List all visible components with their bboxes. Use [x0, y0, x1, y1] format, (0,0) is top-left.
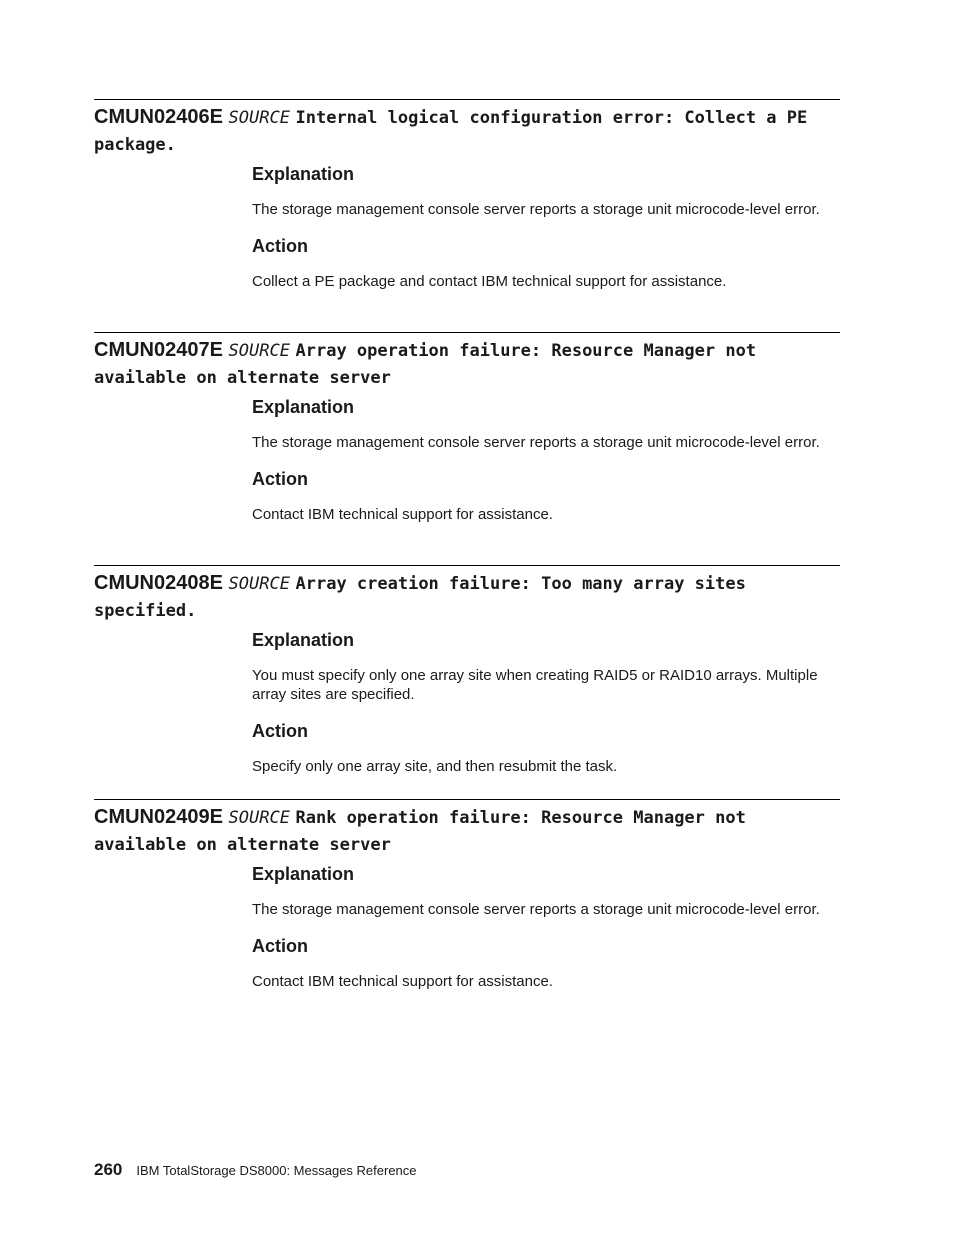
explanation-text: You must specify only one array site when creating RAID5 or RAID10 arrays. Multiple array sites are specified.: [252, 667, 818, 703]
message-text: Internal logical configuration error: Collect a PE package.: [94, 108, 808, 155]
message-body: [252, 162, 822, 291]
explanation-text: The storage management console server reports a storage unit microcode-level error.: [252, 901, 820, 918]
message-title: [94, 800, 840, 858]
message-id: CMUN02409E: [94, 806, 223, 828]
action-text: Contact IBM technical support for assistance.: [252, 506, 553, 523]
message-body: [252, 395, 822, 524]
page-footer: [94, 1160, 417, 1180]
action-heading: Action: [252, 236, 308, 256]
message-body: [252, 628, 822, 776]
message-id: CMUN02408E: [94, 572, 223, 594]
message-cmun02408e: [94, 565, 840, 776]
action-text: Collect a PE package and contact IBM technical support for assistance.: [252, 273, 727, 290]
explanation-heading: Explanation: [252, 164, 355, 184]
page-number: 260: [94, 1160, 123, 1179]
message-id: CMUN02406E: [94, 106, 223, 128]
message-source: SOURCE: [228, 108, 290, 128]
message-text: Array creation failure: Too many array sites specified.: [94, 574, 746, 621]
action-heading: Action: [252, 721, 308, 741]
explanation-heading: Explanation: [252, 397, 355, 417]
message-title: [94, 100, 840, 158]
message-cmun02406e: [94, 99, 840, 291]
explanation-heading: Explanation: [252, 630, 355, 650]
message-id: CMUN02407E: [94, 339, 223, 361]
message-source: SOURCE: [228, 808, 290, 828]
action-heading: Action: [252, 936, 308, 956]
message-source: SOURCE: [228, 341, 290, 361]
document-title: IBM TotalStorage DS8000: Messages Reference: [136, 1163, 417, 1178]
explanation-text: The storage management console server reports a storage unit microcode-level error.: [252, 201, 820, 218]
message-text: Rank operation failure: Resource Manager not available on alternate server: [94, 808, 746, 855]
action-text: Contact IBM technical support for assistance.: [252, 973, 553, 990]
message-title: [94, 333, 840, 391]
message-cmun02407e: [94, 332, 840, 524]
action-heading: Action: [252, 469, 308, 489]
message-title: [94, 566, 840, 624]
explanation-text: The storage management console server reports a storage unit microcode-level error.: [252, 434, 820, 451]
message-body: [252, 862, 822, 991]
message-text: Array operation failure: Resource Manager not available on alternate server: [94, 341, 757, 388]
action-text: Specify only one array site, and then resubmit the task.: [252, 758, 618, 775]
message-cmun02409e: [94, 799, 840, 991]
explanation-heading: Explanation: [252, 864, 355, 884]
message-source: SOURCE: [228, 574, 290, 594]
